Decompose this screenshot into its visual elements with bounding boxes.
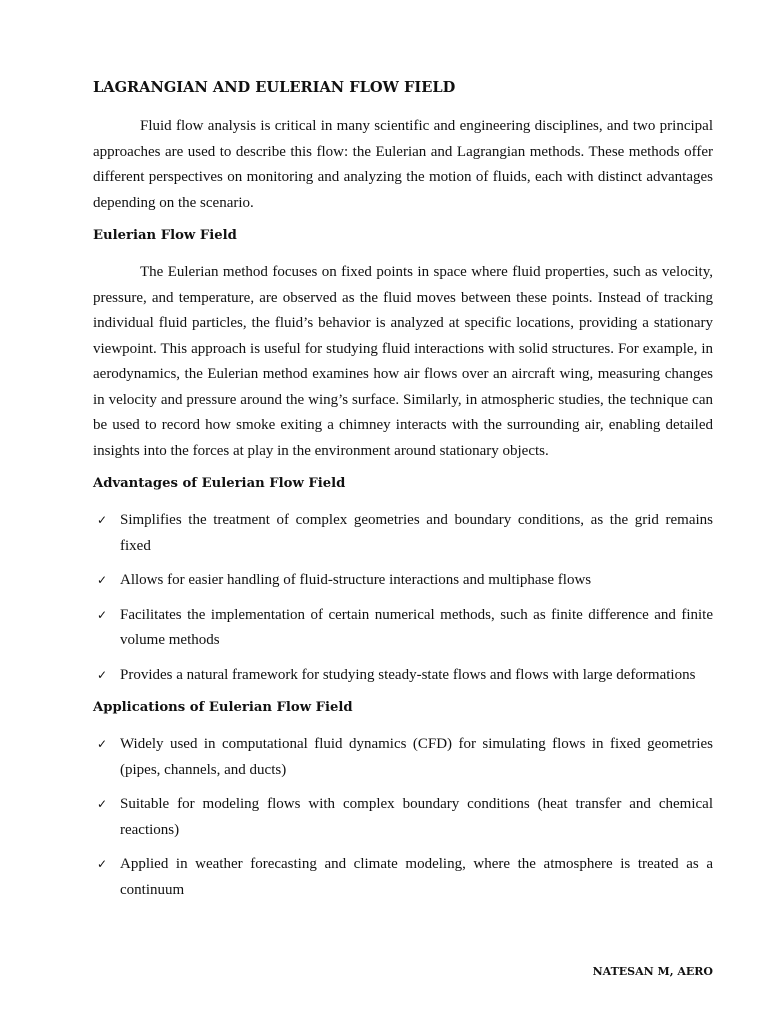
list-item [93, 663, 713, 689]
document-page [93, 78, 713, 913]
checkmark-icon: ✓ [97, 607, 108, 622]
list-item [93, 508, 713, 559]
intro-paragraph: Fluid flow analysis is critical in many scientific and engineering disciplines, and two principal approaches are used to describe this flow: the Eulerian and Lagrangian methods. These methods offer different perspectives on monitoring and analyzing the motion of fluids, each with distinct advantages depending on the scenario. [93, 118, 713, 211]
list-item [93, 732, 713, 783]
checkmark-icon: ✓ [97, 513, 108, 527]
advantages-list [93, 508, 713, 688]
applications-heading: Applications of Eulerian Flow Field [93, 700, 353, 715]
eulerian-paragraph: The Eulerian method focuses on fixed points in space where fluid properties, such as velocity, pressure, and temperature, are observed as the fluid moves between these points. Instead of tracking individual fluid particles, the fluid’s behavior is analyzed at specific locations, providing a stationary viewpoint. This approach is useful for studying fluid interactions with solid structures. For example, in aerodynamics, the Eulerian method examines how air flows over an aircraft wing, measuring changes in velocity and pressure around the wing’s surface. Similarly, in atmospheric studies, the technique can be used to record how smoke exiting a chimney interacts with the surrounding air, enabling detailed insights into the forces at play in the environment around stationary objects. [93, 264, 713, 459]
list-item-text: Allows for easier handling of fluid-structure interactions and multiphase flows [120, 572, 592, 588]
advantages-heading: Advantages of Eulerian Flow Field [93, 476, 346, 491]
checkmark-icon: ✓ [97, 573, 108, 587]
list-item [93, 792, 713, 843]
list-item-text: Provides a natural framework for studying steady-state flows and flows with large deformations [120, 666, 696, 683]
eulerian-heading: Eulerian Flow Field [93, 228, 237, 243]
checkmark-icon: ✓ [97, 857, 108, 871]
list-item-text: Suitable for modeling flows with complex boundary conditions (heat transfer and chemical reactions) [120, 796, 713, 838]
page-footer-author: NATESAN M, AERO [592, 965, 713, 978]
list-item [93, 568, 713, 594]
checkmark-icon: ✓ [97, 797, 108, 811]
list-item-text: Facilitates the implementation of certain numerical methods, such as finite difference and finite volume methods [120, 606, 713, 648]
applications-list [93, 732, 713, 903]
checkmark-icon: ✓ [97, 737, 108, 751]
document-title: LAGRANGIAN AND EULERIAN FLOW FIELD [93, 79, 456, 96]
list-item-text: Widely used in computational fluid dynamics (CFD) for simulating flows in fixed geometries (pipes, channels, and ducts) [120, 736, 713, 778]
list-item [93, 603, 713, 654]
list-item-text: Applied in weather forecasting and climate modeling, where the atmosphere is treated as a continuum [120, 856, 713, 898]
checkmark-icon: ✓ [97, 667, 108, 682]
list-item-text: Simplifies the treatment of complex geometries and boundary conditions, as the grid remains fixed [120, 512, 713, 554]
list-item [93, 852, 713, 903]
